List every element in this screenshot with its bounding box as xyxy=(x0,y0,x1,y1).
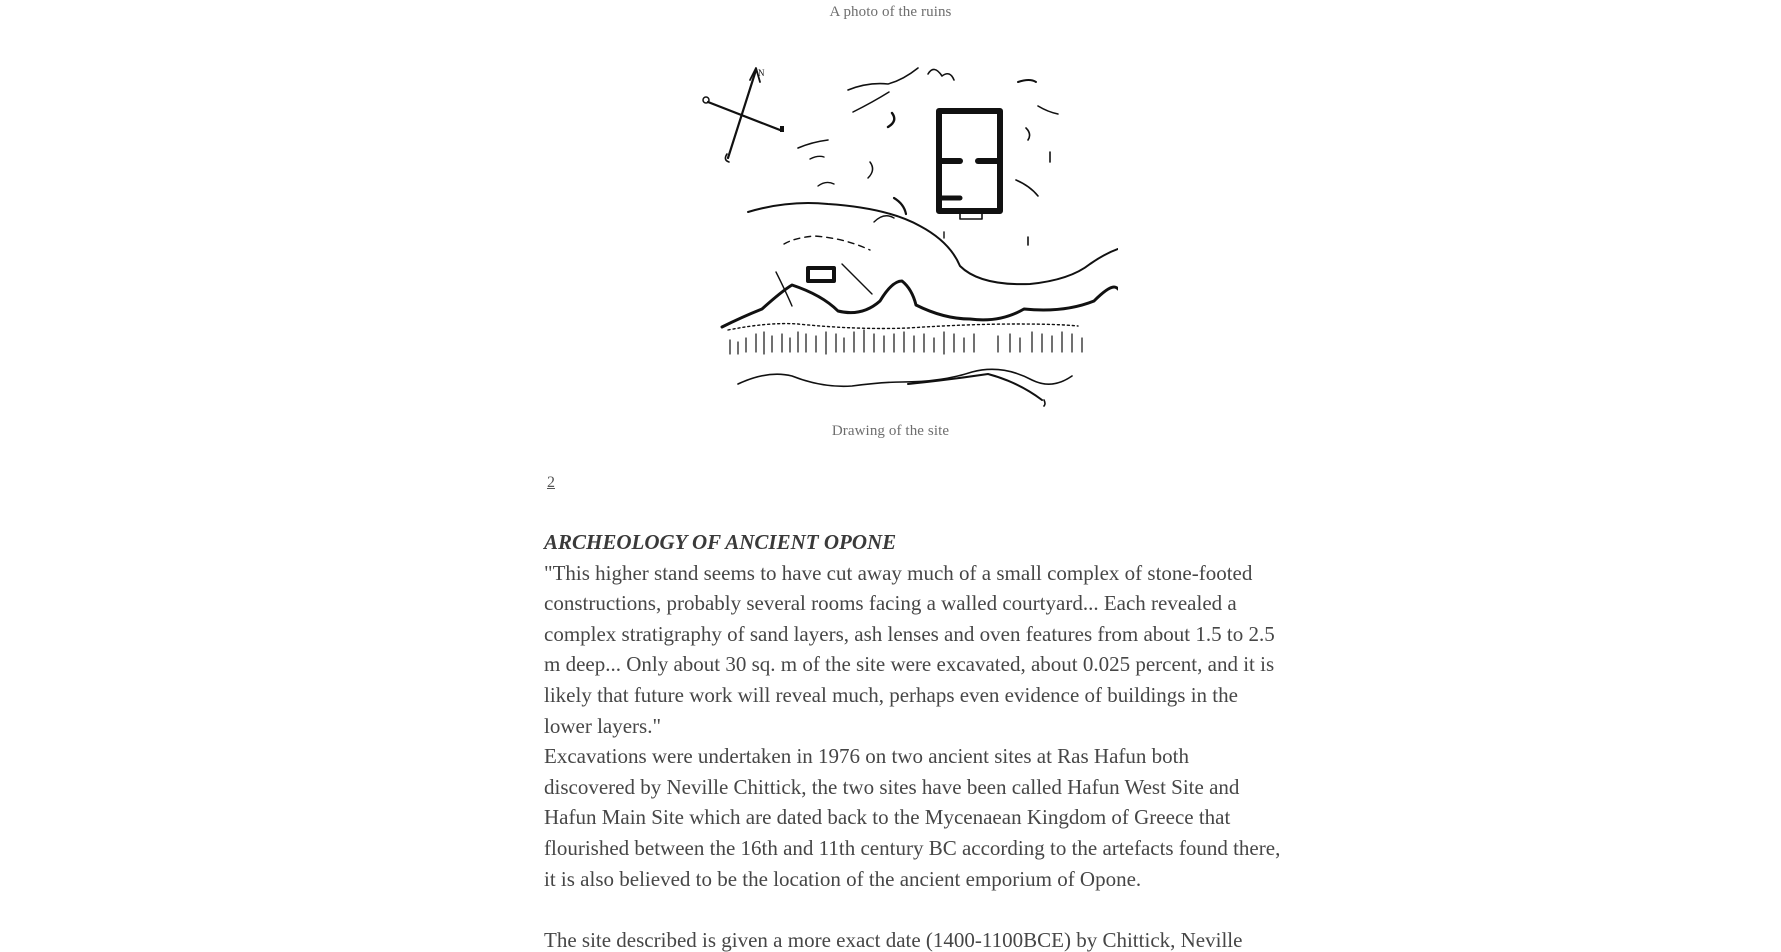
photo-caption: A photo of the ruins xyxy=(829,4,952,20)
small-building-plan xyxy=(808,268,834,281)
quote-paragraph: "This higher stand seems to have cut away much of a small complex of stone-footed constructions, probably several rooms facing a walled courtyard... Each revealed a complex stratigraphy of sand layers, ash lenses and oven features from about 1.5 to 2.5 m deep... Only about 30 sq. m of the site were excavated, about 0.025 percent, and it is likely that future work will reveal much, perhaps even evidence of buildings in the lower layers." xyxy=(544,560,1275,738)
body-paragraph-2: The site described is given a more exact date (1400-1100BCE) by Chittick, Neville xyxy=(544,927,1243,952)
main-building-plan xyxy=(939,111,1000,219)
compass-north-label: N xyxy=(758,68,765,78)
drawing-caption: Drawing of the site xyxy=(831,423,950,439)
section-heading: ARCHEOLOGY OF ANCIENT OPONE xyxy=(544,530,897,554)
site-sketch-drawing-icon xyxy=(698,62,1118,407)
footnote-link[interactable]: 2 xyxy=(547,474,555,491)
article-body xyxy=(544,527,1284,952)
compass-icon xyxy=(703,68,784,162)
site-drawing-image xyxy=(698,62,1118,407)
body-paragraph-1: Excavations were undertaken in 1976 on two ancient sites at Ras Hafun both discovered by Neville Chittick, the two sites have been called Hafun West Site and Hafun Main Site which are dated back to the Mycenaean Kingdom of Greece that flourished between the 16th and 11th century BC according to the artefacts found there, it is also believed to be the location of the ancient emporium of Opone. xyxy=(544,744,1281,891)
